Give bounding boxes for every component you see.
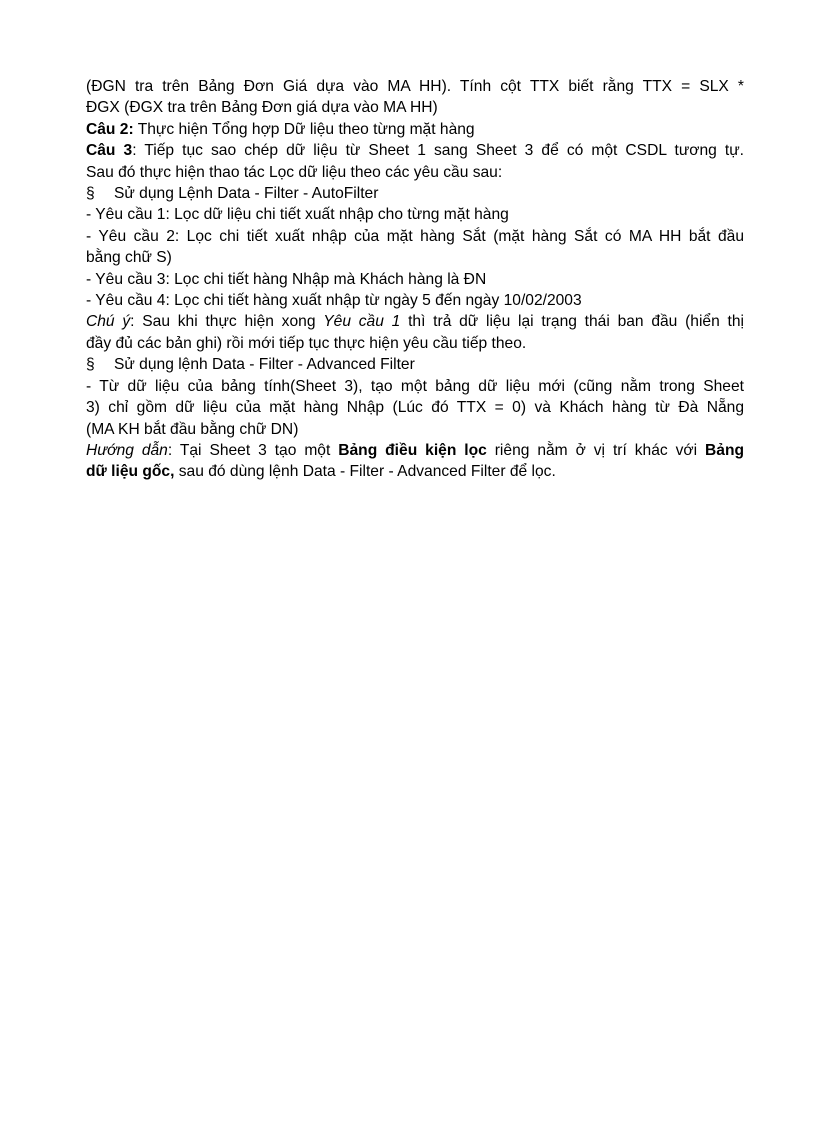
bold-term: Bảng điều kiện lọc [338, 441, 487, 459]
requirement-3 [86, 269, 744, 290]
text-segment: 3) chỉ gồm dữ liệu của mặt hàng Nhập (Lúc đó TTX = 0) và Khách hàng từ Đà Nẵng [86, 399, 744, 417]
text-segment: bằng chữ S) [86, 249, 172, 267]
text-segment: Sau đó thực hiện thao tác Lọc dữ liệu theo các yêu cầu sau: [86, 163, 503, 181]
text-segment: - Từ dữ liệu của bảng tính(Sheet 3), tạo một bảng dữ liệu mới (cũng nằm trong Sheet [86, 377, 744, 395]
requirement-1 [86, 204, 744, 225]
text-segment: Sử dụng Lệnh Data - Filter - AutoFilter [114, 185, 379, 203]
requirement-4 [86, 290, 744, 311]
paragraph-line [86, 97, 744, 118]
paragraph-line [86, 162, 744, 183]
section-bullet-icon: § [86, 356, 95, 374]
note [86, 311, 744, 332]
bold-term: dữ liệu gốc, [86, 463, 175, 481]
text-segment: Thực hiện Tổng hợp Dữ liệu theo từng mặt hàng [133, 120, 475, 138]
bullet-advanced-filter [86, 354, 744, 375]
question-label: Câu 3 [86, 142, 133, 160]
question-2 [86, 119, 744, 140]
advanced-filter-task [86, 376, 744, 397]
paragraph-line [86, 461, 744, 482]
text-segment: sau đó dùng lệnh Data - Filter - Advanced Filter để lọc. [174, 463, 556, 481]
text-segment: : Tại Sheet 3 tạo một [167, 441, 339, 459]
text-segment: ĐGX (ĐGX tra trên Bảng Đơn giá dựa vào MA HH) [86, 99, 438, 117]
question-3 [86, 140, 744, 161]
requirement-2 [86, 226, 744, 247]
text-segment: đầy đủ các bản ghi) rồi mới tiếp tục thực hiện yêu cầu tiếp theo. [86, 334, 527, 352]
text-segment: - Yêu cầu 1: Lọc dữ liệu chi tiết xuất nhập cho từng mặt hàng [86, 206, 509, 224]
paragraph-line [86, 333, 744, 354]
paragraph-line [86, 76, 744, 97]
text-segment: riêng nằm ở vị trí khác với [486, 441, 706, 459]
bold-term: Bảng [705, 441, 744, 459]
text-segment: - Yêu cầu 4: Lọc chi tiết hàng xuất nhập từ ngày 5 đến ngày 10/02/2003 [86, 292, 582, 310]
note-label: Chú ý [86, 313, 131, 331]
text-segment: (ĐGN tra trên Bảng Đơn Giá dựa vào MA HH). Tính cột TTX biết rằng TTX = SLX * [86, 78, 744, 95]
document-body [86, 76, 744, 483]
guide-label: Hướng dẫn [86, 441, 168, 459]
text-segment: (MA KH bắt đầu bằng chữ DN) [86, 420, 299, 438]
italic-reference: Yêu cầu 1 [323, 313, 401, 331]
paragraph-line [86, 419, 744, 440]
bullet-autofilter [86, 183, 744, 204]
paragraph-line [86, 397, 744, 418]
text-segment: - Yêu cầu 3: Lọc chi tiết hàng Nhập mà Khách hàng là ĐN [86, 270, 487, 288]
text-segment: thì trả dữ liệu lại trạng thái ban đầu (hiển thị [400, 313, 745, 331]
text-segment: : Tiếp tục sao chép dữ liệu từ Sheet 1 sang Sheet 3 để có một CSDL tương tự. [132, 142, 745, 160]
text-segment: - Yêu cầu 2: Lọc chi tiết xuất nhập của mặt hàng Sắt (mặt hàng Sắt có MA HH bắt đầu [86, 227, 744, 245]
text-segment: Sử dụng lệnh Data - Filter - Advanced Filter [114, 356, 415, 374]
paragraph-line [86, 247, 744, 268]
section-bullet-icon: § [86, 185, 95, 203]
guide [86, 440, 744, 461]
text-segment: : Sau khi thực hiện xong [130, 313, 324, 331]
question-label: Câu 2: [86, 120, 134, 138]
